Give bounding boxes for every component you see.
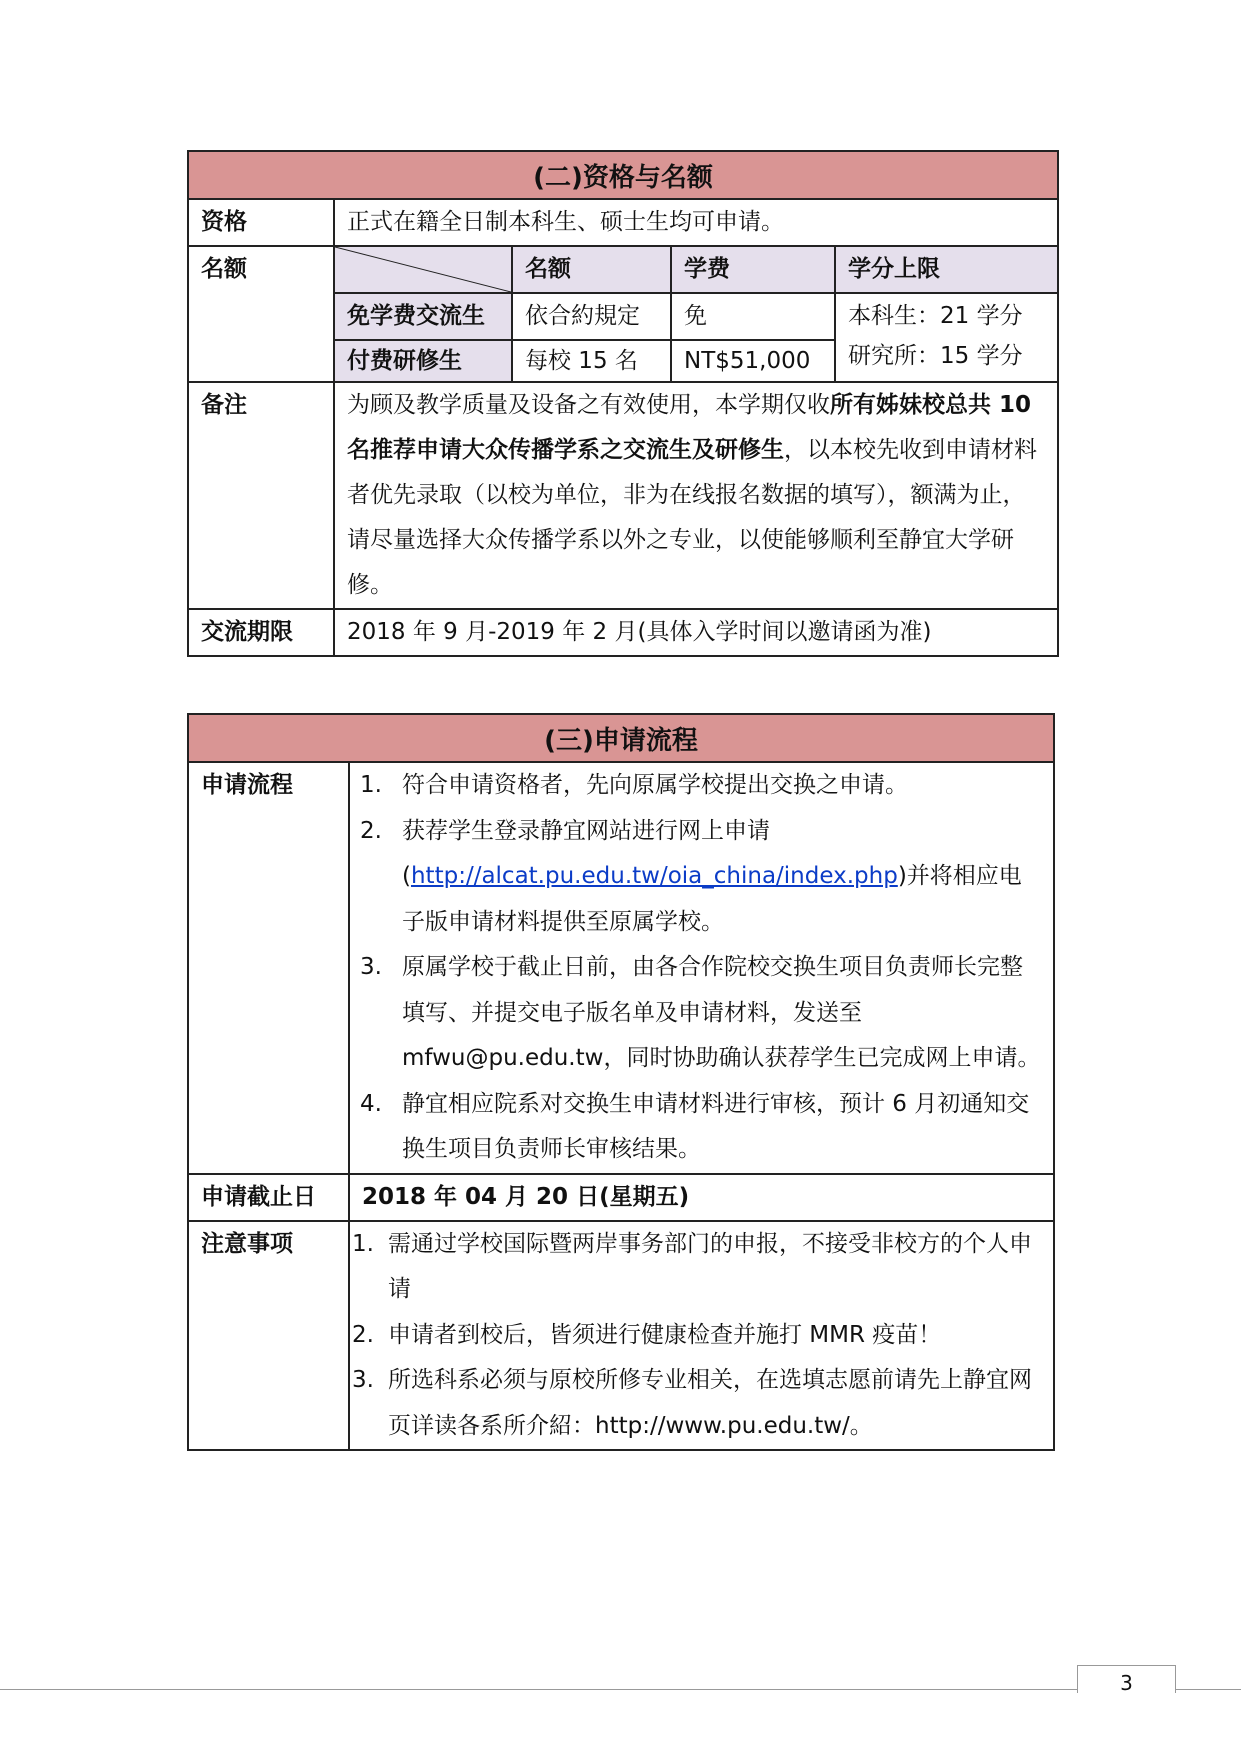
credit-limits: [835, 293, 1058, 382]
fee-header: 学费: [671, 246, 835, 293]
section-title: (二)资格与名额: [188, 151, 1058, 199]
process-label: 申请流程: [188, 762, 349, 1174]
step-number: 3.: [360, 954, 382, 980]
deadline-text: 2018 年 04 月 20 日(星期五): [349, 1174, 1054, 1221]
list-item: [352, 1358, 1041, 1449]
remarks-text: [334, 382, 1058, 609]
steps-list: [360, 763, 1041, 1173]
list-item: [352, 1313, 1041, 1359]
step-text: 静宜相应院系对交换生申请材料进行审核，预计 6 月初通知交换生项目负责师长审核结果。: [402, 1090, 1030, 1162]
section-title: (三)申请流程: [188, 714, 1054, 762]
remarks-label: 备注: [188, 382, 334, 609]
list-item: [360, 1082, 1041, 1173]
notes-label: 注意事项: [188, 1221, 349, 1451]
row-fee-free: 免: [671, 293, 835, 340]
list-item: [360, 763, 1041, 809]
note-text: 申请者到校后，皆须进行健康检查并施打 MMR 疫苗！: [388, 1321, 942, 1348]
application-process-table: [187, 713, 1055, 1451]
note-text: 所选科系必须与原校所修专业相关，在选填志愿前请先上静宜网页详读各系所介紹：http://www.pu.edu.tw/。: [388, 1367, 1032, 1439]
credit-limit-undergrad: 本科生：21 学分: [848, 303, 1023, 329]
notes-list-cell: [349, 1221, 1054, 1451]
note-number: 3.: [352, 1367, 374, 1393]
footer-divider: [0, 1689, 1241, 1690]
step-text: )并将相应电子版申请材料提供至原属学校。: [402, 863, 1022, 935]
row-fee-paid: NT$51,000: [671, 340, 835, 382]
row-quota-free: 依合約規定: [512, 293, 671, 340]
remarks-bold: 所有姊妹校总共 10 名推荐申请大众传播学系之交流生及研修生: [347, 392, 1032, 463]
eligibility-text: 正式在籍全日制本科生、硕士生均可申请。: [334, 199, 1058, 246]
credit-limit-graduate: 研究所：15 学分: [848, 343, 1023, 369]
note-text: 需通过学校国际暨两岸事务部门的申报，不接受非校方的个人申请: [388, 1230, 1032, 1302]
step-text: 获荐学生登录静宜网站进行网上申请 (: [402, 817, 770, 889]
step-text: 原属学校于截止日前，由各合作院校交换生项目负责师长完整填写、并提交电子版名单及申请材料，发送至 mfwu@pu.edu.tw，同时协助确认获荐学生已完成网上申请。: [402, 954, 1041, 1071]
row-quota-paid: 每校 15 名: [512, 340, 671, 382]
page-number: 3: [1077, 1665, 1176, 1693]
list-item: [360, 809, 1041, 946]
row-type-free: 免学费交流生: [334, 293, 512, 340]
step-number: 4.: [360, 1090, 382, 1117]
list-item: [352, 1222, 1041, 1313]
remarks-part1: 为顾及教学质量及设备之有效使用，本学期仅收: [347, 392, 830, 418]
step-text: 符合申请资格者，先向原属学校提出交换之申请。: [402, 772, 908, 798]
diagonal-line: [335, 247, 511, 292]
eligibility-quota-table: [187, 150, 1059, 657]
quota-label: 名额: [188, 246, 334, 382]
note-number: 1.: [352, 1230, 374, 1257]
diagonal-header-cell: [334, 246, 512, 293]
credit-header: 学分上限: [835, 246, 1058, 293]
step-number: 2.: [360, 817, 382, 844]
remarks-part2: ，以本校先收到申请材料者优先录取（以校为单位，非为在线报名数据的填写），额满为止，请尽量选择大众传播学系以外之专业，以使能够顺利至静宜大学研修。: [347, 437, 1037, 598]
period-text: 2018 年 9 月-2019 年 2 月(具体入学时间以邀请函为准): [334, 609, 1058, 656]
step-number: 1.: [360, 772, 382, 798]
list-item: [360, 945, 1041, 1082]
notes-list: [352, 1222, 1041, 1450]
deadline-label: 申请截止日: [188, 1174, 349, 1221]
eligibility-label: 资格: [188, 199, 334, 246]
process-steps: [349, 762, 1054, 1174]
application-link[interactable]: http://alcat.pu.edu.tw/oia_china/index.php: [410, 863, 898, 889]
quota-header: 名额: [512, 246, 671, 293]
period-label: 交流期限: [188, 609, 334, 656]
note-number: 2.: [352, 1321, 374, 1348]
row-type-paid: 付费研修生: [334, 340, 512, 382]
